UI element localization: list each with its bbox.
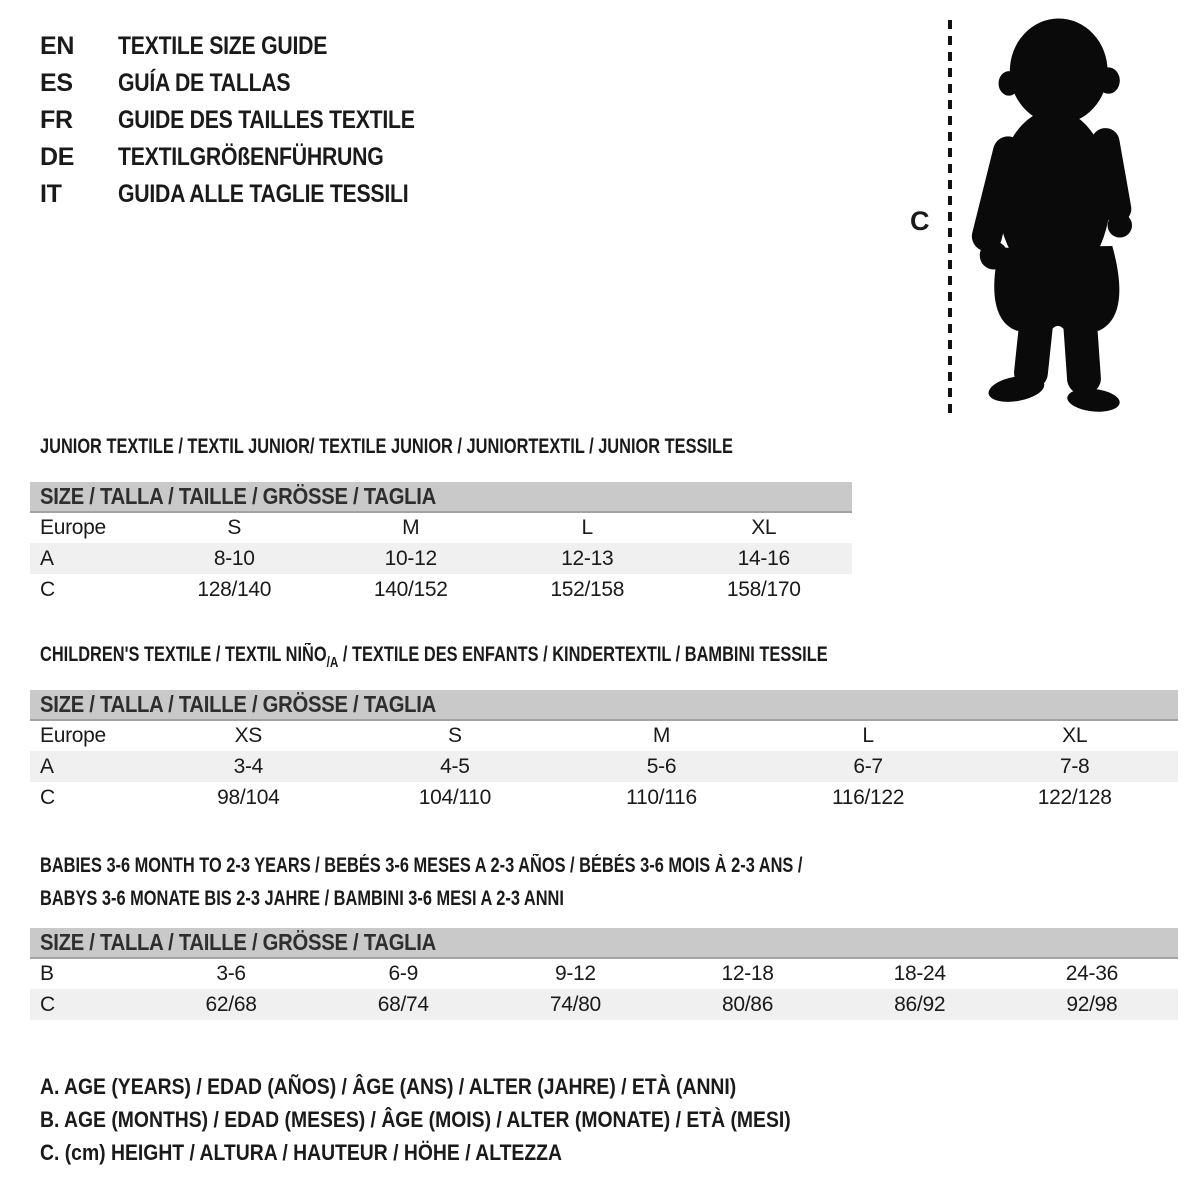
- table-row: [30, 958, 1178, 989]
- size-cell: M: [402, 516, 420, 539]
- guide-title-fr: GUIDE DES TAILLES TEXTILE: [118, 106, 415, 134]
- size-cell: 5-6: [558, 751, 765, 782]
- legend-line-b: [40, 1107, 893, 1140]
- size-cell: 9-12: [554, 962, 596, 985]
- size-cell: 110/116: [626, 785, 697, 809]
- language-code: DE: [40, 143, 75, 171]
- size-cell: L: [581, 516, 593, 539]
- children-size-table: [30, 690, 1178, 813]
- size-cell: XS: [234, 724, 262, 747]
- children-heading-text: [40, 642, 828, 675]
- table-header-row: [30, 690, 1178, 720]
- language-code: FR: [40, 106, 73, 134]
- size-cell: 12-18: [721, 962, 774, 985]
- guide-title-it: GUIDA ALLE TAGLIE TESSILI: [118, 180, 409, 208]
- size-cell: 152/158: [550, 577, 625, 601]
- size-cell: 92/98: [1006, 989, 1178, 1020]
- row-label: B: [40, 962, 54, 985]
- language-code: IT: [40, 180, 62, 208]
- size-cell: S: [227, 516, 242, 539]
- size-cell: 3-4: [145, 751, 352, 782]
- size-header-cell: [30, 928, 1178, 958]
- junior-heading-text: JUNIOR TEXTILE / TEXTIL JUNIOR/ TEXTILE JUNIOR / JUNIORTEXTIL / JUNIOR TESSILE: [40, 435, 733, 458]
- language-row-en: [40, 28, 467, 65]
- guide-title-de: TEXTILGRÖßENFÜHRUNG: [118, 143, 384, 171]
- size-cell: 86/92: [834, 989, 1006, 1020]
- measure-legend: [40, 1074, 893, 1173]
- legend-text-c: C. (cm) HEIGHT / ALTURA / HAUTEUR / HÖHE / ALTEZZA: [40, 1140, 562, 1165]
- guide-title-es: GUÍA DE TALLAS: [118, 69, 291, 97]
- size-cell: 62/68: [145, 989, 317, 1020]
- language-row-it: [40, 176, 467, 213]
- babies-heading-line2: BABYS 3-6 MONATE BIS 2-3 JAHRE / BAMBINI 3-6 MESI A 2-3 ANNI: [40, 887, 564, 910]
- size-cell: 68/74: [317, 989, 489, 1020]
- size-cell: 80/86: [661, 989, 833, 1020]
- size-cell: 4-5: [352, 751, 559, 782]
- size-cell: 128/140: [197, 577, 272, 601]
- size-header-text: SIZE / TALLA / TAILLE / GRÖSSE / TAGLIA: [40, 691, 436, 717]
- language-row-es: [40, 65, 467, 102]
- size-cell: 7-8: [971, 751, 1178, 782]
- guide-title-en: TEXTILE SIZE GUIDE: [118, 32, 328, 60]
- size-cell: 10-12: [323, 543, 500, 574]
- children-heading-subscript: /A: [326, 654, 339, 671]
- size-cell: 6-9: [388, 962, 418, 985]
- row-label: Europe: [40, 724, 106, 747]
- row-label: Europe: [40, 516, 106, 539]
- legend-line-c: [40, 1140, 893, 1173]
- row-label: C: [30, 989, 145, 1020]
- table-row: [30, 512, 852, 543]
- table-row: [30, 574, 852, 605]
- size-cell: XL: [1062, 724, 1088, 747]
- babies-size-table: [30, 928, 1178, 1020]
- height-measure-label: C: [910, 206, 930, 236]
- size-cell: 24-36: [1065, 962, 1118, 985]
- size-cell: M: [652, 724, 671, 747]
- size-cell: 12-13: [499, 543, 676, 574]
- legend-text-a: A. AGE (YEARS) / EDAD (AÑOS) / ÂGE (ANS) / ALTER (JAHRE) / ETÀ (ANNI): [40, 1074, 737, 1099]
- size-cell: 116/122: [831, 785, 905, 809]
- size-cell: 18-24: [893, 962, 946, 985]
- size-cell: XL: [751, 516, 777, 539]
- toddler-silhouette-icon: [960, 8, 1148, 422]
- size-cell: L: [862, 724, 874, 747]
- language-row-fr: [40, 102, 467, 139]
- children-heading-part1: CHILDREN'S TEXTILE / TEXTIL NIÑO: [40, 643, 327, 666]
- size-cell: 14-16: [676, 543, 853, 574]
- table-row: [30, 751, 1178, 782]
- row-label: C: [40, 577, 55, 601]
- legend-line-a: [40, 1074, 893, 1107]
- size-cell: S: [448, 724, 462, 747]
- language-code: ES: [40, 69, 73, 97]
- table-header-row: [30, 482, 852, 512]
- children-heading-part2: / TEXTILE DES ENFANTS / KINDERTEXTIL / BAMBINI TESSILE: [338, 643, 828, 666]
- size-cell: 74/80: [489, 989, 661, 1020]
- size-header-cell: [30, 482, 852, 512]
- size-header-text: SIZE / TALLA / TAILLE / GRÖSSE / TAGLIA: [40, 929, 436, 955]
- junior-section-heading: [40, 434, 928, 459]
- size-cell: 98/104: [217, 785, 280, 809]
- legend-text-b: B. AGE (MONTHS) / EDAD (MESES) / ÂGE (MOIS) / ALTER (MONATE) / ETÀ (MESI): [40, 1107, 791, 1132]
- row-label: A: [30, 543, 146, 574]
- row-label: C: [40, 785, 55, 809]
- size-cell: 122/128: [1037, 785, 1112, 809]
- size-cell: 6-7: [765, 751, 972, 782]
- row-label: A: [30, 751, 145, 782]
- size-cell: 8-10: [146, 543, 323, 574]
- table-row: [30, 720, 1178, 751]
- junior-size-table: [30, 482, 852, 605]
- table-header-row: [30, 928, 1178, 958]
- babies-section-heading: [40, 849, 1018, 915]
- size-header-cell: [30, 690, 1178, 720]
- language-title-list: [40, 28, 467, 213]
- size-cell: 3-6: [216, 962, 246, 985]
- size-cell: 140/152: [373, 577, 448, 601]
- table-row: [30, 782, 1178, 813]
- language-row-de: [40, 139, 467, 176]
- language-code: EN: [40, 32, 75, 60]
- size-cell: 104/110: [418, 785, 492, 809]
- size-cell: 158/170: [726, 577, 801, 601]
- table-row: [30, 543, 852, 574]
- height-measure-dashed-line: [948, 20, 952, 416]
- babies-heading-line1: BABIES 3-6 MONTH TO 2-3 YEARS / BEBÉS 3-6 MESES A 2-3 AÑOS / BÉBÉS 3-6 MOIS À 2-3 ANS /: [40, 854, 803, 877]
- size-header-text: SIZE / TALLA / TAILLE / GRÖSSE / TAGLIA: [40, 483, 436, 509]
- table-row: [30, 989, 1178, 1020]
- children-section-heading: [40, 642, 1050, 675]
